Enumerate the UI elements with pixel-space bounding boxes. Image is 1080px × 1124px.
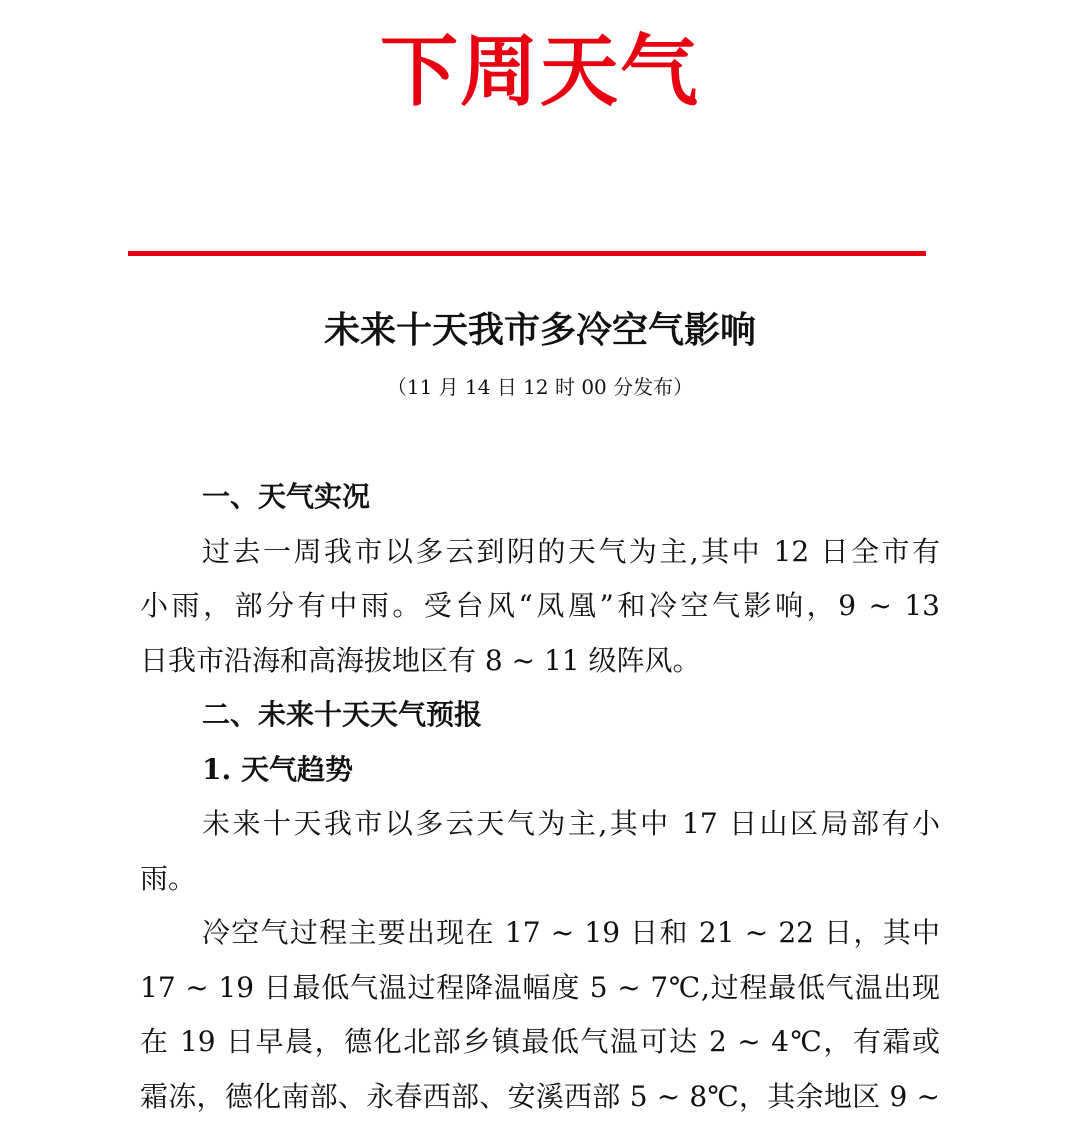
paragraph-line: 在 19 日早晨，德化北部乡镇最低气温可达 2 ~ 4℃，有霜或 [140, 1015, 940, 1070]
paragraph-line: 小雨，部分有中雨。受台风“凤凰”和冷空气影响，9 ~ 13 [140, 579, 940, 634]
paragraph-line: 17 ~ 19 日最低气温过程降温幅度 5 ~ 7℃,过程最低气温出现 [140, 961, 940, 1016]
red-divider [128, 251, 926, 256]
publish-time: （11 月 14 日 12 时 00 分发布） [0, 372, 1080, 402]
section-heading-forecast: 二、未来十天天气预报 [140, 688, 940, 743]
banner-title: 下周天气 [0, 22, 1080, 122]
paragraph-line: 雨。 [140, 852, 940, 907]
paragraph-line: 过去一周我市以多云到阴的天气为主,其中 12 日全市有 [140, 525, 940, 580]
paragraph-line: 日我市沿海和高海拔地区有 8 ~ 11 级阵风。 [140, 634, 940, 689]
paragraph-line: 霜冻，德化南部、永春西部、安溪西部 5 ~ 8℃，其余地区 9 ~ [140, 1070, 940, 1124]
subsection-heading-trend: 1. 天气趋势 [140, 743, 940, 798]
document-title: 未来十天我市多冷空气影响 [0, 305, 1080, 355]
paragraph-line: 未来十天我市以多云天气为主,其中 17 日山区局部有小 [140, 797, 940, 852]
paragraph-line: 冷空气过程主要出现在 17 ~ 19 日和 21 ~ 22 日，其中 [140, 906, 940, 961]
document-body [140, 470, 940, 1124]
section-heading-actual: 一、天气实况 [140, 470, 940, 525]
